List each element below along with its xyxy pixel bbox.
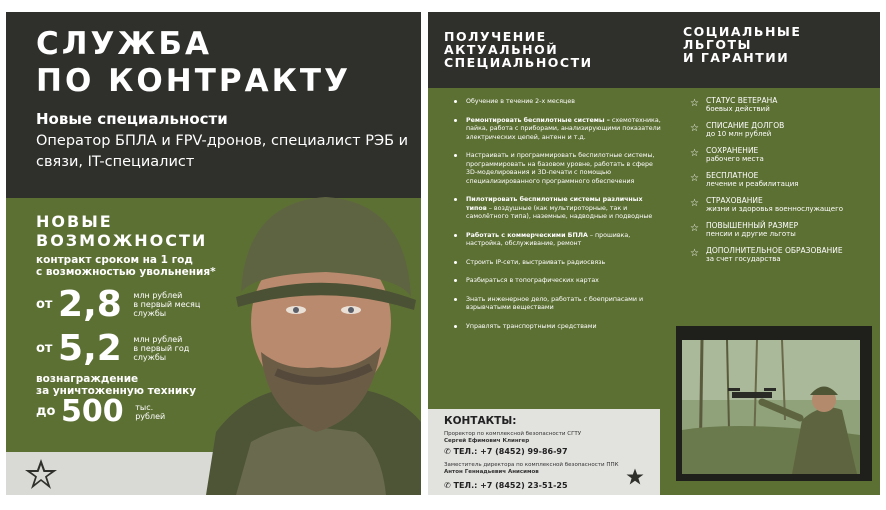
poster-title	[36, 26, 351, 100]
heading-line: СОЦИАЛЬНЫЕ	[683, 24, 802, 39]
heading-line: И ГАРАНТИИ	[683, 50, 790, 65]
list-item: Строить IP-сети, выстраивать радиосвязь	[452, 259, 662, 268]
contact-phone-1[interactable]: ✆ ТЕЛ.: +7 (8452) 99-86-97	[444, 447, 568, 456]
offer-first-month	[36, 284, 200, 325]
army-star-icon	[24, 458, 58, 490]
list-item: Пилотировать беспилотные системы различных типов – воздушные (как мультироторные, так и самолётного типа), наземные, надводные и подводные	[452, 196, 662, 222]
contact-phone-2[interactable]: ✆ ТЕЛ.: +7 (8452) 23-51-25	[444, 481, 568, 490]
contact-person-2	[444, 462, 654, 475]
contract-terms	[36, 254, 216, 278]
offer-desc	[133, 335, 189, 362]
opportunities-heading	[36, 212, 207, 250]
title-line-1: СЛУЖБА	[36, 26, 212, 62]
list-item: Знать инженерное дело, работать с боеприпасами и взрывчатыми веществами	[452, 296, 662, 313]
list-item: Управлять транспортными средствами	[452, 323, 662, 332]
benefit-item: ☆ СТАТУС ВЕТЕРАНА боевых действий	[690, 96, 778, 113]
star-icon: ☆	[690, 123, 699, 134]
offer-prefix: от	[36, 297, 53, 312]
offer-number: 2,8	[58, 284, 122, 325]
specialties-text: Оператор БПЛА и FPV-дронов, специалист РЭБ и связи, IT-специалист	[36, 133, 409, 170]
benefit-item: ☆ СОХРАНЕНИЕ рабочего места	[690, 146, 764, 163]
drone-operator-photo	[682, 340, 860, 474]
benefits-heading	[683, 25, 801, 64]
offer-desc-line: рублей	[135, 411, 166, 421]
star-icon: ☆	[690, 223, 699, 234]
offer-desc-line: млн рублей	[133, 291, 183, 300]
offer-desc-line: службы	[133, 353, 167, 362]
list-item: Разбираться в топографических картах	[452, 277, 662, 286]
heading-line: СПЕЦИАЛЬНОСТИ	[444, 55, 593, 70]
heading-line: ЛЬГОТЫ	[683, 37, 752, 52]
reward-line-1: вознаграждение	[36, 373, 139, 385]
training-list	[452, 98, 662, 341]
benefit-item: ☆ СТРАХОВАНИЕ жизни и здоровья военнослужащего	[690, 196, 844, 213]
contacts-heading: КОНТАКТЫ:	[444, 415, 517, 427]
star-icon: ☆	[690, 198, 699, 209]
list-item: Обучение в течение 2-х месяцев	[452, 98, 662, 107]
heading-line: АКТУАЛЬНОЙ	[444, 42, 559, 57]
title-line-2: ПО КОНТРАКТУ	[36, 63, 351, 99]
contact-name: Антон Геннадьевич Анисимов	[444, 468, 539, 475]
contact-name: Сергей Ефимович Клингер	[444, 437, 530, 444]
benefits-list	[688, 97, 878, 272]
offer-first-year	[36, 328, 189, 369]
soldier-photo	[206, 182, 421, 495]
heading-line: ПОЛУЧЕНИЕ	[444, 29, 547, 44]
offer-desc-line: млн рублей	[133, 335, 183, 344]
contact-role: Проректор по комплексной безопасности СГТУ	[444, 431, 582, 437]
benefit-item: ☆ БЕСПЛАТНОЕ лечение и реабилитация	[690, 171, 799, 188]
offer-equipment-reward	[36, 394, 165, 429]
list-item: Ремонтировать беспилотные системы – схемотехника, пайка, работа с приборами, анализирующими показатели электрических цепей, антенн и т.д.	[452, 117, 662, 143]
benefit-item: ☆ ДОПОЛНИТЕЛЬНОЕ ОБРАЗОВАНИЕ за счет государства	[690, 246, 843, 263]
contact-role: Заместитель директора по комплексной безопасности ППК	[444, 462, 619, 468]
offer-desc-line: в первый год	[133, 344, 190, 353]
list-item: Настраивать и программировать беспилотные системы, программировать на базовом уровне, работать в сфере 3D-моделирования и 3D-печати с помощью специализированного программного обеспечения	[452, 152, 662, 186]
offer-desc-line: в первый месяц	[133, 300, 201, 309]
offer-prefix: от	[36, 341, 53, 356]
army-star-icon	[626, 468, 644, 486]
contract-line-1: контракт сроком на 1 год	[36, 254, 193, 266]
offer-desc-line: тыс.	[135, 402, 154, 412]
star-icon: ☆	[690, 148, 699, 159]
reward-line-2: за уничтоженную технику	[36, 385, 197, 397]
opportunities-line-2: ВОЗМОЖНОСТИ	[36, 231, 208, 250]
contract-service-poster	[6, 12, 421, 495]
star-icon: ☆	[690, 98, 699, 109]
training-heading	[444, 30, 593, 69]
offer-desc	[135, 403, 165, 421]
specialties-heading: Новые специальности	[36, 110, 228, 128]
offer-number: 5,2	[58, 328, 122, 369]
star-icon: ☆	[690, 248, 699, 259]
opportunities-line-1: НОВЫЕ	[36, 212, 113, 231]
benefits-poster	[428, 12, 880, 495]
offer-prefix: до	[36, 404, 56, 419]
contact-person-1	[444, 431, 654, 444]
contract-line-2: с возможностью увольнения*	[36, 266, 216, 278]
benefit-item: ☆ СПИСАНИЕ ДОЛГОВ до 10 млн рублей	[690, 121, 785, 138]
benefit-item: ☆ ПОВЫШЕННЫЙ РАЗМЕР пенсии и другие льготы	[690, 221, 799, 238]
offer-number: 500	[61, 394, 124, 429]
list-item: Работать с коммерческими БПЛА – прошивка, настройка, обслуживание, ремонт	[452, 232, 662, 249]
offer-desc-line: службы	[133, 309, 167, 318]
star-icon: ☆	[690, 173, 699, 184]
offer-desc	[133, 291, 200, 318]
